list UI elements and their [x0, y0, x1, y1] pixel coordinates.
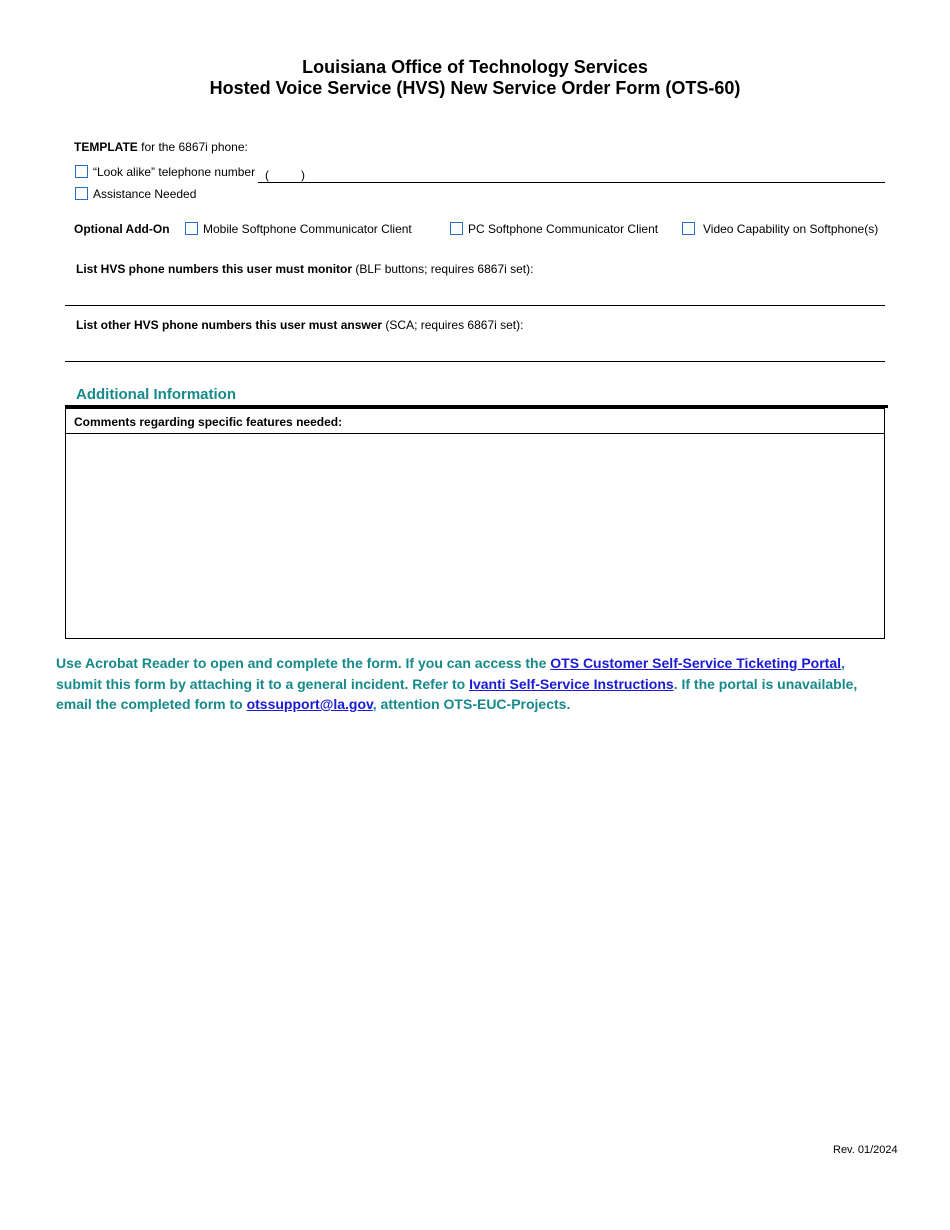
- instructions-text-4: , attention OTS-EUC-Projects.: [372, 696, 571, 712]
- optional-addon-label: Optional Add-On: [74, 222, 170, 236]
- form-title-line2: Hosted Voice Service (HVS) New Service Order Form (OTS-60): [209, 78, 741, 98]
- answer-numbers-input[interactable]: [76, 340, 881, 358]
- monitor-label-bold: List HVS phone numbers this user must monitor: [76, 262, 353, 276]
- mobile-softphone-label: Mobile Softphone Communicator Client: [203, 222, 412, 236]
- instructions-text-1: Use Acrobat Reader to open and complete the form. If you can access the: [56, 655, 551, 671]
- instructions-text-2: , submit this form by attaching it to a general incident. Refer to: [56, 655, 845, 692]
- pc-softphone-label: PC Softphone Communicator Client: [468, 222, 659, 236]
- instructions-text-3: . If the portal is unavailable, email the completed form to: [56, 675, 858, 712]
- template-label-rest: for the 6867i phone:: [137, 140, 248, 154]
- template-label-bold: TEMPLATE: [74, 140, 138, 154]
- comments-divider: [66, 433, 884, 434]
- assistance-needed-checkbox[interactable]: [75, 187, 88, 200]
- comments-label: Comments regarding specific features needed:: [74, 415, 343, 429]
- look-alike-checkbox[interactable]: [75, 165, 88, 178]
- form-title-line1: Louisiana Office of Technology Services: [302, 57, 648, 77]
- mobile-softphone-checkbox[interactable]: [185, 222, 198, 235]
- comments-textarea[interactable]: [74, 439, 874, 635]
- template-label: [74, 140, 248, 154]
- pc-softphone-checkbox[interactable]: [450, 222, 463, 235]
- look-alike-label: “Look alike” telephone number: [93, 165, 256, 179]
- video-capability-label: Video Capability on Softphone(s): [703, 222, 879, 236]
- answer-label-bold: List other HVS phone numbers this user must answer: [76, 318, 383, 332]
- ivanti-instructions-link[interactable]: Ivanti Self-Service Instructions: [469, 675, 674, 692]
- revision-label: Rev. 01/2024: [833, 1144, 898, 1156]
- answer-numbers-line: [65, 361, 885, 362]
- answer-numbers-label: [76, 318, 523, 332]
- look-alike-phone-line: [258, 182, 885, 183]
- assistance-needed-label: Assistance Needed: [93, 187, 197, 201]
- monitor-numbers-input[interactable]: [76, 284, 881, 302]
- ticketing-portal-link[interactable]: OTS Customer Self-Service Ticketing Portal: [550, 655, 841, 671]
- comments-box: [65, 408, 885, 639]
- otssupport-email-link[interactable]: otssupport@la.gov: [246, 696, 373, 712]
- additional-info-heading: Additional Information: [76, 386, 236, 403]
- phone-area-close-paren: ): [301, 168, 305, 182]
- instructions-paragraph: [56, 653, 886, 715]
- phone-area-open-paren: (: [265, 168, 269, 182]
- monitor-label-rest: (BLF buttons; requires 6867i set):: [352, 262, 534, 276]
- monitor-numbers-line: [65, 305, 885, 306]
- video-capability-checkbox[interactable]: [682, 222, 695, 235]
- monitor-numbers-label: [76, 262, 533, 276]
- answer-label-rest: (SCA; requires 6867i set):: [382, 318, 524, 332]
